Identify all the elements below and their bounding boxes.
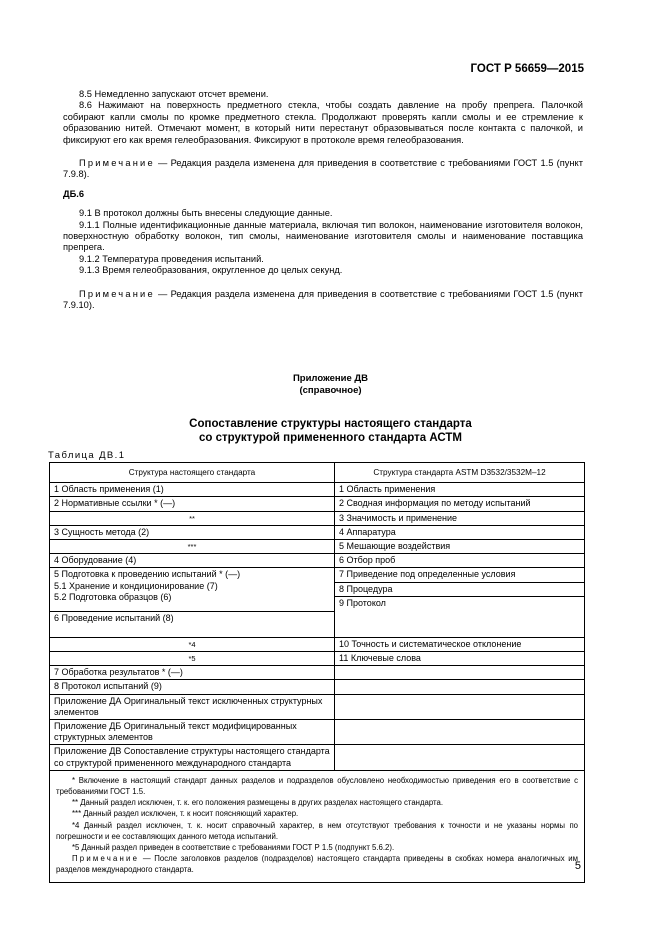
comparison-title-line-1: Сопоставление структуры настоящего стандарта bbox=[189, 418, 472, 430]
note-text: — Редакция раздела изменена для приведения в соответствие с требованиями ГОСТ 1.5 (пункт 7.9.10). bbox=[63, 288, 583, 311]
footnotes-row bbox=[50, 770, 585, 882]
footnote-4: *4 Данный раздел исключен, т. к. носит справочный характер, в нем отсутствуют требования к точности и не указаны нормы по погрешности и ее составляющих данного метода испытаний. bbox=[56, 820, 578, 841]
note-label: Примечание bbox=[79, 288, 155, 299]
table-cell-empty bbox=[335, 720, 585, 745]
table-row bbox=[50, 652, 585, 666]
column-header-gost: Структура настоящего стандарта bbox=[50, 463, 335, 483]
appendix-heading bbox=[0, 373, 661, 397]
footnote-2: ** Данный раздел исключен, т. к. его положения размещены в других разделах настоящего стандарта. bbox=[72, 798, 444, 808]
table-cell: 7 Приведение под определенные условия bbox=[335, 568, 585, 582]
footnote-3: *** Данный раздел исключен, т. к носит поясняющий характер. bbox=[72, 809, 299, 819]
table-cell: *5 bbox=[50, 652, 335, 666]
footnote-5: *5 Данный раздел приведен в соответствие с требованиями ГОСТ Р 1.5 (подпункт 5.6.2). bbox=[72, 843, 395, 853]
table-cell: 11 Ключевые слова bbox=[335, 652, 585, 666]
table-row bbox=[50, 680, 585, 694]
table-cell: Приложение ДБ Оригинальный текст модифицированных структурных элементов bbox=[50, 720, 335, 745]
table-cell: Приложение ДА Оригинальный текст исключенных структурных элементов bbox=[50, 694, 335, 719]
table-row bbox=[50, 568, 585, 582]
table-footnotes bbox=[50, 770, 585, 882]
table-cell: 7 Обработка результатов * (—) bbox=[50, 666, 335, 680]
table-row bbox=[50, 511, 585, 525]
table-note bbox=[56, 853, 578, 875]
cell-line: 5.2 Подготовка образцов (6) bbox=[54, 591, 172, 602]
standard-code: ГОСТ Р 56659—2015 bbox=[470, 63, 584, 75]
page-number: 5 bbox=[574, 860, 581, 872]
note-text: — После заголовков разделов (подразделов) настоящего стандарта приведены в скобках номера аналогичных им разделов международного стандарта. bbox=[56, 854, 578, 875]
table-cell: 3 Сущность метода (2) bbox=[50, 525, 335, 539]
column-header-astm: Структура стандарта ASTM D3532/3532M–12 bbox=[335, 463, 585, 483]
table-cell-empty bbox=[335, 745, 585, 770]
table-row bbox=[50, 497, 585, 511]
note-2 bbox=[63, 289, 583, 312]
appendix-subtitle: (справочное) bbox=[299, 385, 362, 396]
table-cell: 10 Точность и систематическое отклонение bbox=[335, 637, 585, 651]
table-row bbox=[50, 540, 585, 554]
paragraph-8-6: 8.6 Нажимают на поверхность предметного стекла, чтобы создать давление на пробу препрега. Палочкой собирают капли смолы по кромке предметного стекла. Продолжают проверять капли смолы и ее стремление к образованию нитей. Отмечают момент, в который нити перестанут образовываться после контакта с палочкой, и фиксируют его как время гелеобразования. Фиксируют в протоколе время гелеобразования. bbox=[63, 100, 583, 145]
paragraph-9-1: 9.1 В протокол должны быть внесены следующие данные. bbox=[79, 208, 333, 219]
paragraph-9-1-1: 9.1.1 Полные идентификационные данные материала, включая тип волокон, наименование изготовителя волокон, поверхностную обработку волокон, тип смолы, наименование изготовителя смолы и наименование поставщика препрега. bbox=[63, 219, 583, 253]
paragraph-9-1-3: 9.1.3 Время гелеобразования, округленное до целых секунд. bbox=[79, 265, 343, 276]
table-header-row bbox=[50, 463, 585, 483]
table-cell: 5 Мешающие воздействия bbox=[335, 540, 585, 554]
table-cell: ** bbox=[50, 511, 335, 525]
appendix-title: Приложение ДВ bbox=[292, 373, 369, 384]
table-cell: 1 Область применения bbox=[335, 483, 585, 497]
table-row bbox=[50, 694, 585, 719]
table-row bbox=[50, 666, 585, 680]
table-row bbox=[50, 554, 585, 568]
table-cell-section-5 bbox=[50, 568, 335, 611]
table-cell: 2 Нормативные ссылки * (—) bbox=[50, 497, 335, 511]
table-cell: 2 Сводная информация по методу испытаний bbox=[335, 497, 585, 511]
table-cell-empty bbox=[335, 694, 585, 719]
table-cell-empty bbox=[335, 666, 585, 680]
note-1 bbox=[63, 158, 583, 181]
comparison-title-line-2: со структурой примененного стандарта АСТМ bbox=[198, 432, 462, 444]
table-cell: 3 Значимость и применение bbox=[335, 511, 585, 525]
paragraph-9-1-2: 9.1.2 Температура проведения испытаний. bbox=[79, 253, 264, 264]
table-cell: *** bbox=[50, 540, 335, 554]
comparison-title bbox=[0, 417, 661, 445]
table-row bbox=[50, 525, 585, 539]
table-cell: Приложение ДВ Сопоставление структуры настоящего стандарта со структурой примененного международного стандарта bbox=[50, 745, 335, 770]
note-text: — Редакция раздела изменена для приведения в соответствие с требованиями ГОСТ 1.5 (пункт 7.9.8). bbox=[63, 158, 583, 180]
table-caption: Таблица ДВ.1 bbox=[48, 450, 126, 461]
body-text bbox=[63, 89, 583, 312]
section-heading-db6: ДБ.6 bbox=[63, 188, 85, 199]
table-cell: 4 Оборудование (4) bbox=[50, 554, 335, 568]
table-cell: 6 Проведение испытаний (8) bbox=[50, 611, 335, 637]
table-row bbox=[50, 745, 585, 770]
table-cell: 8 Процедура bbox=[335, 582, 585, 596]
table-row bbox=[50, 637, 585, 651]
note-label: Примечание bbox=[72, 854, 140, 864]
footnote-1: * Включение в настоящий стандарт данных разделов и подразделов обусловлено необходимостью приведения его в соответствие с требованиями ГОСТ 1.5. bbox=[56, 775, 578, 797]
structure-comparison-table bbox=[49, 462, 585, 883]
table-row bbox=[50, 720, 585, 745]
table-cell: *4 bbox=[50, 637, 335, 651]
cell-line: 5 Подготовка к проведению испытаний * (—) bbox=[54, 569, 241, 580]
table-cell: 4 Аппаратура bbox=[335, 525, 585, 539]
table-cell: 1 Область применения (1) bbox=[50, 483, 335, 497]
note-label: Примечание bbox=[79, 158, 155, 169]
cell-line: 5.1 Хранение и кондиционирование (7) bbox=[54, 580, 218, 591]
table-row bbox=[50, 483, 585, 497]
paragraph-8-5: 8.5 Немедленно запускают отсчет времени. bbox=[79, 89, 269, 99]
table-cell: 8 Протокол испытаний (9) bbox=[50, 680, 335, 694]
table-cell-empty bbox=[335, 680, 585, 694]
table-cell: 9 Протокол bbox=[335, 596, 585, 637]
table-cell: 6 Отбор проб bbox=[335, 554, 585, 568]
